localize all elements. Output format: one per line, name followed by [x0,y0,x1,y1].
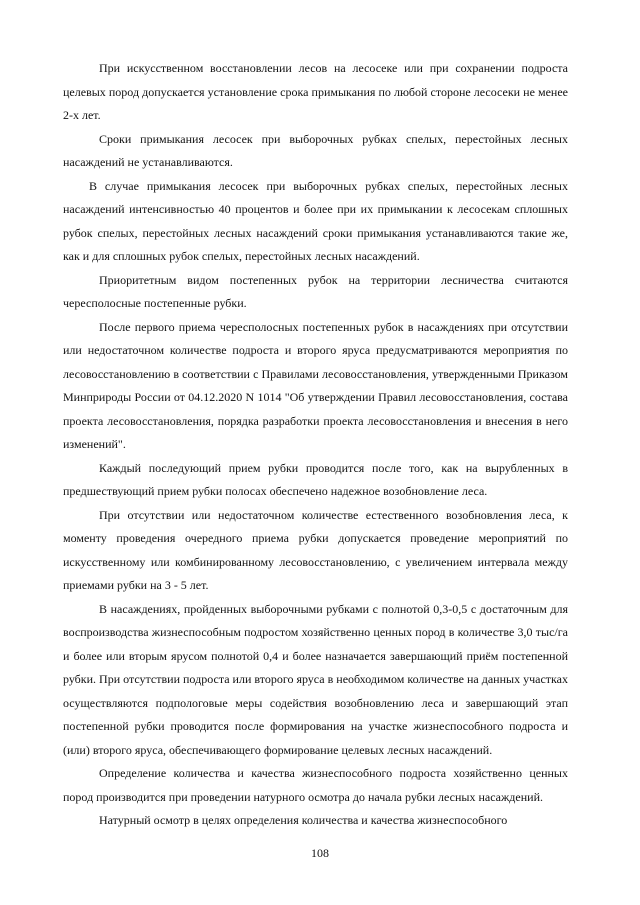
paragraph-adjacency-case: В случае примыкания лесосек при выборочных рубках спелых, перестойных лесных насаждений интенсивностью 40 процентов и более при их примыкании к лесосекам сплошных рубок спелых, перестойных лесных насаждений сроки примыкания устанавливаются такие же, как и для сплошных рубок спелых, перестойных лесных насаждений. [63,178,568,263]
paragraph-artificial-restoration: При искусственном восстановлении лесов на лесосеке или при сохранении подроста целевых пород допускается установление срока примыкания по любой стороне лесосеки не менее 2-х лет. [63,61,568,122]
document-body [63,57,568,833]
paragraph-first-stage-measures: После первого приема чересполосных постепенных рубок в насаждениях при отсутствии или недостаточном количестве подроста и второго яруса предусматриваются мероприятия по лесовосстановлению в соответствии с Правилами лесовосстановления, утвержденными Приказом Минприроды России от 04.12.2020 N 1014 "Об утверждении Правил лесовосстановления, состава проекта лесовосстановления, порядка разработки проекта лесовосстановления и внесения в него изменений". [63,319,568,451]
paragraph-undergrowth-assessment: Определение количества и качества жизнеспособного подроста хозяйственно ценных пород производится при проведении натурного осмотра до начала рубки лесных насаждений. [63,766,568,804]
page-number: 108 [311,846,329,860]
paragraph-priority-cutting-type: Приоритетным видом постепенных рубок на территории лесничества считаются чересполосные постепенные рубки. [63,272,568,310]
paragraph-selective-cutting-terms: Сроки примыкания лесосек при выборочных рубках спелых, перестойных лесных насаждений не устанавливаются. [63,131,568,169]
paragraph-subsequent-stages: Каждый последующий прием рубки проводится после того, как на вырубленных в предшествующий прием рубки полосах обеспечено надежное возобновление леса. [63,460,568,498]
paragraph-field-inspection: Натурный осмотр в целях определения количества и качества жизнеспособного [99,813,508,827]
paragraph-insufficient-regeneration: При отсутствии или недостаточном количестве естественного возобновления леса, к моменту проведения очередного приема рубки допускается проведение мероприятий по искусственному или комбинированному лесовосстановлению, с увеличением интервала между приемами рубки на 3 - 5 лет. [63,507,568,592]
paragraph-final-stage: В насаждениях, пройденных выборочными рубками с полнотой 0,3-0,5 с достаточным для воспроизводства жизнеспособным подростом хозяйственно ценных пород в количестве 3,0 тыс/га и более или вторым ярусом полнотой 0,4 и более назначается завершающий приём постепенной рубки. При отсутствии подроста или второго яруса в необходимом количестве на данных участках осуществляются подпологовые меры содействия возобновлению леса и завершающий этап постепенной рубки проводится после формирования на участке жизнеспособного подроста и (или) второго яруса, обеспечивающего формирование целевых лесных насаждений. [63,601,568,757]
